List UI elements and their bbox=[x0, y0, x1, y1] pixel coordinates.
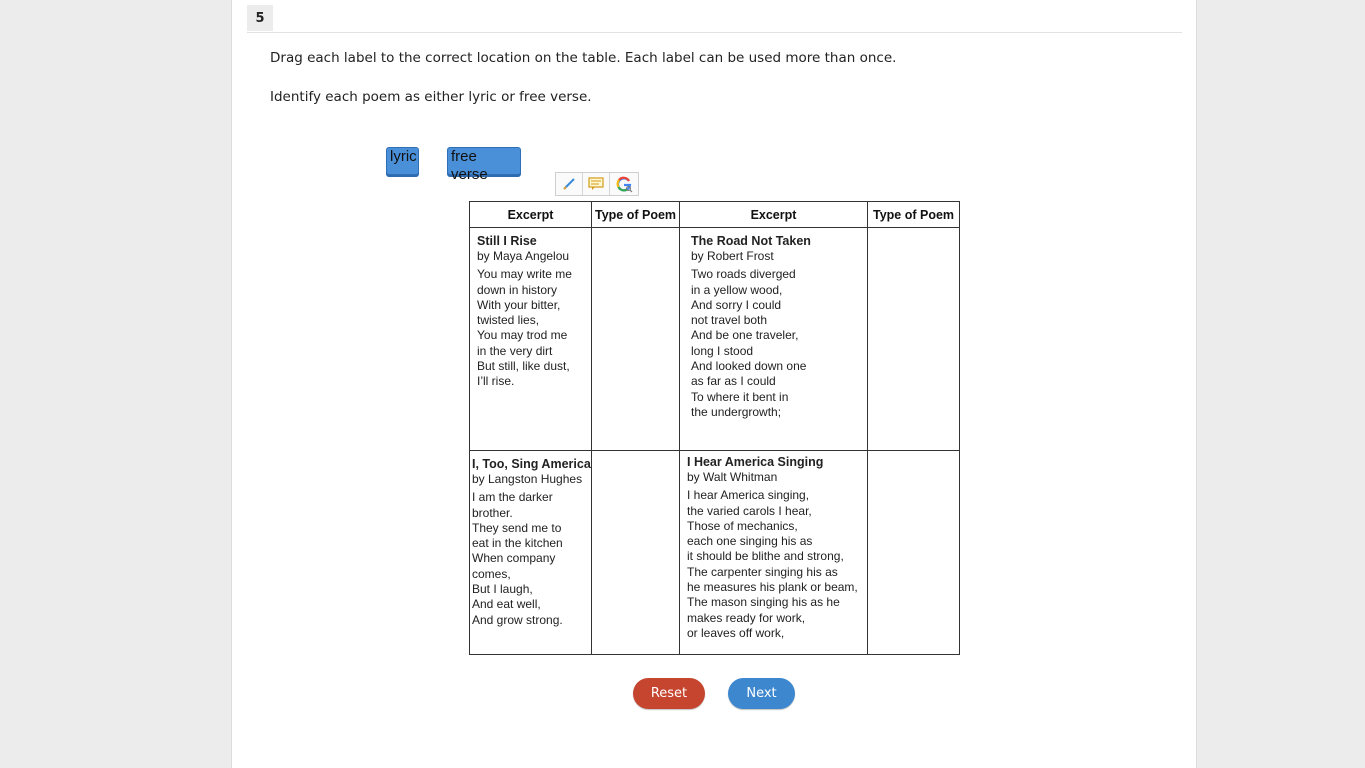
poem-line: each one singing his as bbox=[687, 534, 813, 549]
poem-lines bbox=[691, 267, 867, 420]
poem-line: And eat well, bbox=[472, 597, 541, 612]
header-excerpt-2: Excerpt bbox=[680, 202, 868, 228]
poem-line: But I laugh, bbox=[472, 582, 533, 597]
poem-line: And looked down one bbox=[691, 359, 807, 374]
prompt-text: Identify each poem as either lyric or free verse. bbox=[270, 89, 592, 105]
poem-line: it should be blithe and strong, bbox=[687, 549, 844, 564]
poem-line: I am the darker bbox=[472, 490, 553, 505]
poem-line: The mason singing his as he bbox=[687, 595, 840, 610]
poem-line: You may trod me bbox=[477, 328, 568, 343]
poem-line: Two roads diverged bbox=[691, 267, 796, 282]
poem-line: he measures his plank or beam, bbox=[687, 580, 858, 595]
drop-zone-i-hear-america-singing[interactable] bbox=[868, 451, 960, 655]
poem-line: or leaves off work, bbox=[687, 625, 785, 640]
poem-line: the undergrowth; bbox=[691, 404, 782, 419]
poem-title: I Hear America Singing bbox=[687, 455, 824, 469]
poem-lines bbox=[477, 267, 591, 389]
poem-author: by Maya Angelou bbox=[477, 249, 570, 263]
drop-zone-still-i-rise[interactable] bbox=[592, 228, 680, 451]
poem-title: Still I Rise bbox=[477, 234, 537, 248]
poem-line: makes ready for work, bbox=[687, 610, 806, 625]
divider bbox=[247, 32, 1182, 33]
poem-line: And be one traveler, bbox=[691, 328, 799, 343]
question-panel bbox=[231, 0, 1197, 768]
question-number: 5 bbox=[247, 5, 273, 31]
poem-author: by Robert Frost bbox=[691, 249, 774, 263]
google-icon[interactable] bbox=[610, 173, 637, 195]
poem-line: And grow strong. bbox=[472, 612, 563, 627]
poem-line: They send me to bbox=[472, 520, 562, 535]
poem-author: by Walt Whitman bbox=[687, 470, 778, 484]
poem-line: in the very dirt bbox=[477, 343, 553, 358]
poem-lines bbox=[472, 490, 591, 628]
poem-cell-road-not-taken bbox=[680, 228, 868, 451]
poem-line: long I stood bbox=[691, 343, 754, 358]
poem-line: But still, like dust, bbox=[477, 359, 570, 374]
poem-excerpt bbox=[680, 451, 867, 641]
instruction-text: Drag each label to the correct location on the table. Each label can be used more than once. bbox=[270, 50, 897, 66]
poem-author: by Langston Hughes bbox=[472, 472, 583, 486]
poem-line: With your bitter, bbox=[477, 297, 561, 312]
reset-button[interactable]: Reset bbox=[633, 678, 705, 709]
poem-line: not travel both bbox=[691, 313, 768, 328]
poem-line: twisted lies, bbox=[477, 313, 540, 328]
poem-line: You may write me bbox=[477, 267, 572, 282]
poem-line: as far as I could bbox=[691, 374, 776, 389]
poem-line: And sorry I could bbox=[691, 297, 782, 312]
poem-line: the varied carols I hear, bbox=[687, 503, 812, 518]
poem-line: When company bbox=[472, 551, 556, 566]
poem-cell-still-i-rise bbox=[470, 228, 592, 451]
poems-table bbox=[469, 201, 960, 655]
poem-title: I, Too, Sing America bbox=[472, 457, 591, 471]
drop-zone-i-too-sing-america[interactable] bbox=[592, 451, 680, 655]
header-excerpt-1: Excerpt bbox=[470, 202, 592, 228]
header-type-of-poem-1: Type of Poem bbox=[592, 202, 680, 228]
label-lyric[interactable]: lyric bbox=[386, 147, 419, 175]
poem-line: I’ll rise. bbox=[477, 374, 515, 389]
poem-excerpt bbox=[470, 228, 591, 390]
poem-line: in a yellow wood, bbox=[691, 282, 783, 297]
poem-line: The carpenter singing his as bbox=[687, 564, 838, 579]
next-button[interactable]: Next bbox=[728, 678, 795, 709]
poem-line: brother. bbox=[472, 505, 513, 520]
header-type-of-poem-2: Type of Poem bbox=[868, 202, 960, 228]
poem-lines bbox=[687, 488, 867, 641]
poem-title: The Road Not Taken bbox=[691, 234, 811, 248]
poem-line: Those of mechanics, bbox=[687, 518, 798, 533]
poem-line: down in history bbox=[477, 282, 558, 297]
comment-icon[interactable] bbox=[583, 173, 610, 195]
poem-excerpt bbox=[680, 228, 867, 420]
poem-excerpt bbox=[470, 451, 591, 628]
image-toolbar bbox=[555, 172, 639, 196]
poem-line: eat in the kitchen bbox=[472, 536, 563, 551]
poem-line: I hear America singing, bbox=[687, 488, 810, 503]
poem-cell-i-too-sing-america bbox=[470, 451, 592, 655]
label-free-verse[interactable]: free verse bbox=[447, 147, 521, 175]
poem-line: comes, bbox=[472, 566, 511, 581]
poem-cell-i-hear-america-singing bbox=[680, 451, 868, 655]
pencil-icon[interactable] bbox=[556, 173, 583, 195]
poem-line: To where it bent in bbox=[691, 389, 789, 404]
drop-zone-road-not-taken[interactable] bbox=[868, 228, 960, 451]
